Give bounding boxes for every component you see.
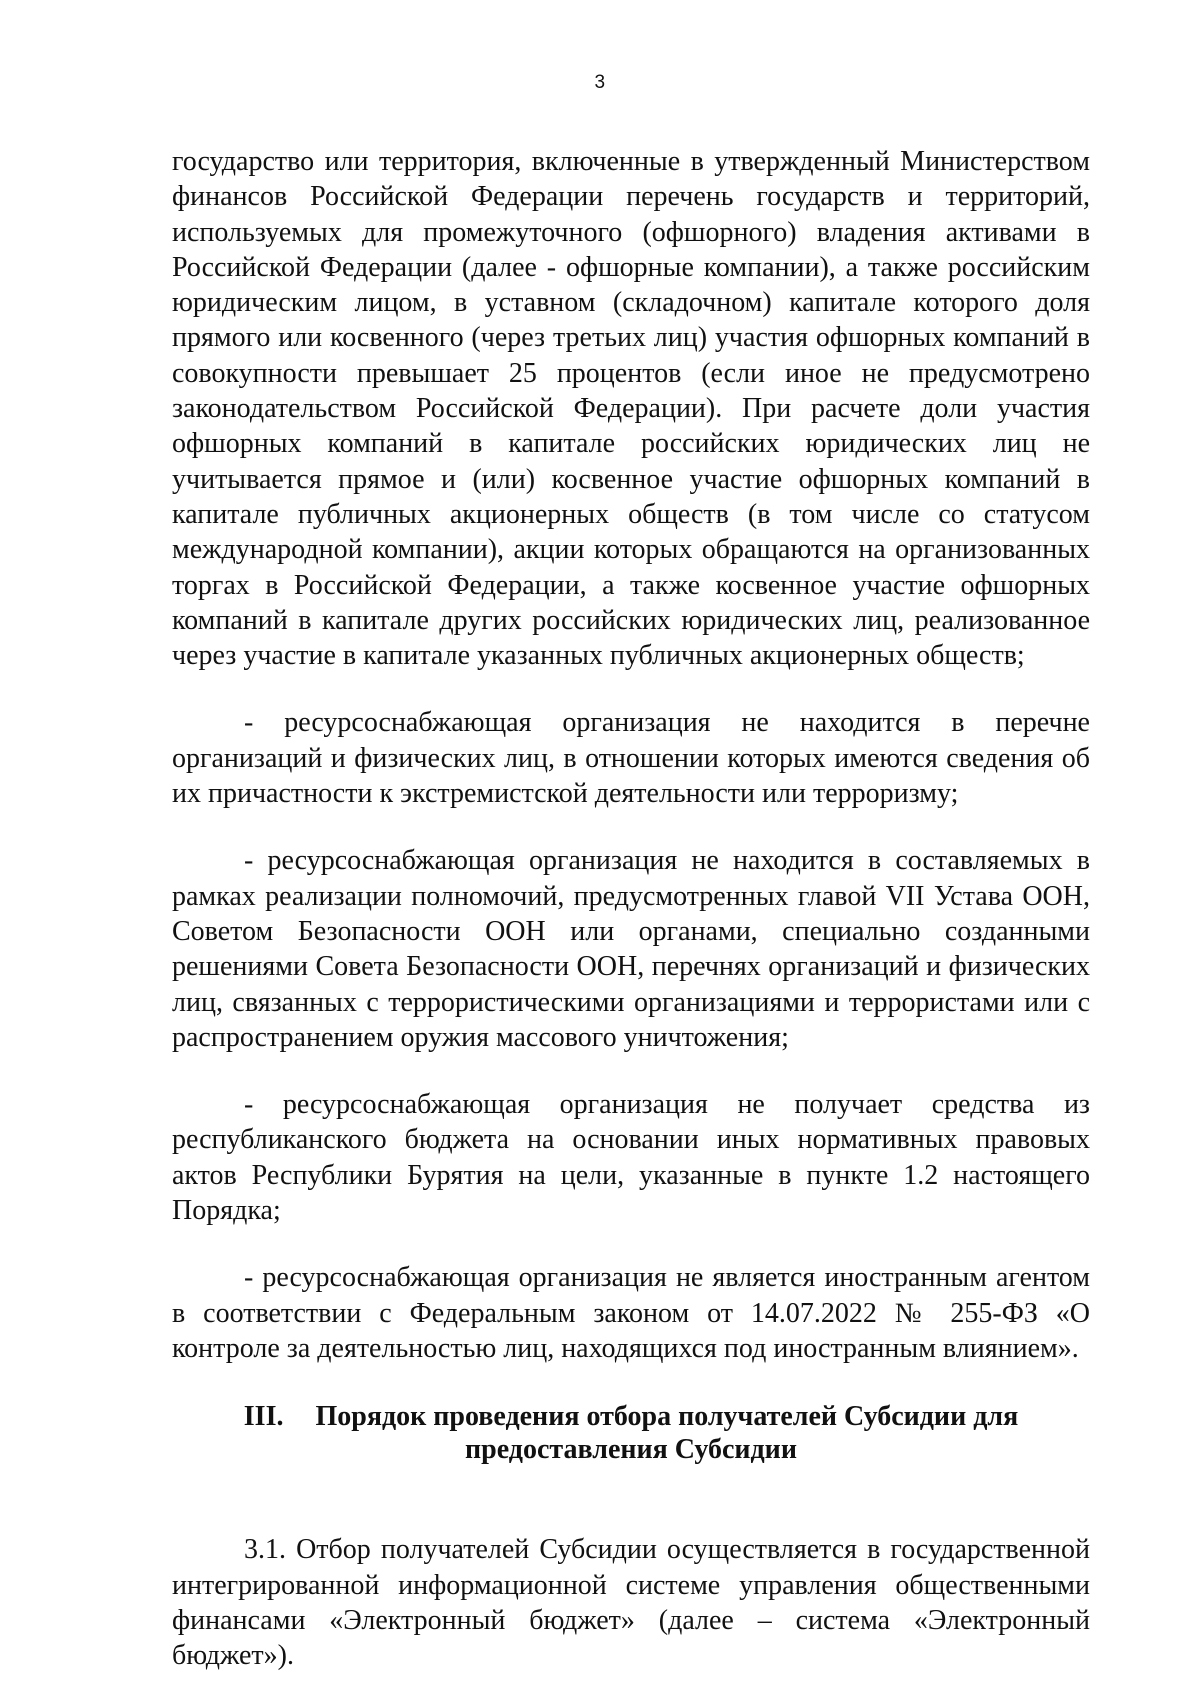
paragraph-un-sanctions-list: - ресурсоснабжающая организация не находится в составляемых в рамках реализации полномочий, предусмотренных главой VII Устава ООН, Советом Безопасности ООН или органами, специально созданными решениями Совета Безопасности ООН, перечнях организаций и физических лиц, связанных с террористическими организациями и террористами или с распространением оружия массового уничтожения;: [172, 845, 1090, 1053]
document-body: [172, 144, 1090, 1673]
paragraph-offshore-criteria: государство или территория, включенные в утвержденный Министерством финансов Российской Федерации перечень государств и территорий, используемых для промежуточного (офшорного) владения активами в Российской Федерации (далее - офшорные компании), а также российским юридическим лицом, в уставном (складочном) капитале которого доля прямого или косвенного (через третьих лиц) участия офшорных компаний в совокупности превышает 25 процентов (если иное не предусмотрено законодательством Российской Федерации). При расчете доли участия офшорных компаний в капитале российских юридических лиц не учитывается прямое и (или) косвенное участие офшорных компаний в капитале публичных акционерных обществ (в том числе со статусом международной компании), акции которых обращаются на организованных торгах в Российской Федерации, а также косвенное участие офшорных компаний в капитале других российских юридических лиц, реализованное через участие в капитале указанных публичных акционерных обществ;: [172, 146, 1090, 672]
paragraph-extremism-list: - ресурсоснабжающая организация не находится в перечне организаций и физических лиц, в отношении которых имеются сведения об их причастности к экстремистской деятельности или терроризму;: [172, 707, 1090, 810]
paragraph-not-foreign-agent: - ресурсоснабжающая организация не является иностранным агентом в соответствии с Федеральным законом от 14.07.2022 № 255-ФЗ «О контроле за деятельностью лиц, находящихся под иностранным влиянием».: [172, 1262, 1090, 1364]
page-number: 3: [594, 72, 606, 93]
section-heading: [172, 1400, 1090, 1466]
section-title: Порядок проведения отбора получателей Субсидии для предоставления Субсидии: [315, 1401, 1019, 1466]
paragraph-no-other-budget-funds: - ресурсоснабжающая организация не получает средства из республиканского бюджета на основании иных нормативных правовых актов Республики Бурятия на цели, указанные в пункте 1.2 настоящего Порядка;: [172, 1089, 1090, 1227]
section-number: III.: [243, 1401, 284, 1433]
paragraph-3-1: 3.1. Отбор получателей Субсидии осуществляется в государственной интегрированной информационной системе управления общественными финансами «Электронный бюджет» (далее – система «Электронный бюджет»).: [172, 1534, 1090, 1672]
